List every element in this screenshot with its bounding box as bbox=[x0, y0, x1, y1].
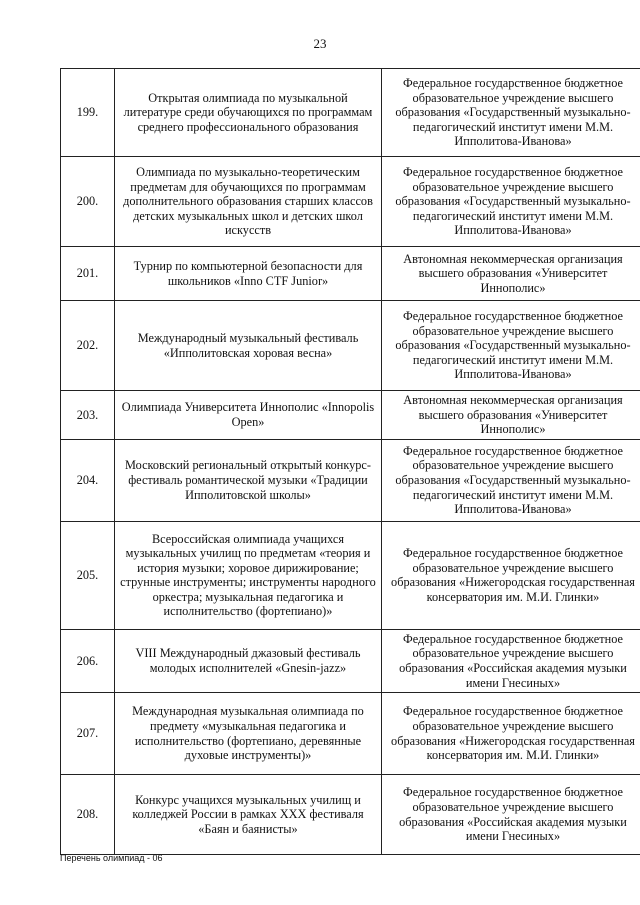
organizer: Автономная некоммерческая организация высшего образования «Университет Иннополис» bbox=[382, 391, 640, 440]
table-row bbox=[61, 521, 640, 629]
row-number: 204. bbox=[61, 439, 115, 521]
olympiad-name: Всероссийская олимпиада учащихся музыкальных училищ по предметам «теория и история музыки; хоровое дирижирование; струнные инструменты; инструменты народного оркестра; музыкальная педагогика и исполнительство (фортепиано)» bbox=[115, 521, 382, 629]
organizer: Федеральное государственное бюджетное образовательное учреждение высшего образования «Государственный музыкально-педагогический институт имени М.М. Ипполитова-Иванова» bbox=[382, 439, 640, 521]
olympiad-name: Международный музыкальный фестиваль «Ипполитовская хоровая весна» bbox=[115, 301, 382, 391]
olympiad-name: Московский региональный открытый конкурс-фестиваль романтической музыки «Традиции Ипполитовской школы» bbox=[115, 439, 382, 521]
organizer: Федеральное государственное бюджетное образовательное учреждение высшего образования «Российская академия музыки имени Гнесиных» bbox=[382, 775, 640, 855]
table-row bbox=[61, 69, 640, 157]
footer-note: Перечень олимпиад - 06 bbox=[60, 853, 163, 863]
olympiad-name: Олимпиада по музыкально-теоретическим предметам для обучающихся по программам дополнительного образования старших классов детских музыкальных школ и детских школ искусств bbox=[115, 157, 382, 247]
olympiad-table bbox=[60, 68, 640, 855]
row-number: 208. bbox=[61, 775, 115, 855]
row-number: 205. bbox=[61, 521, 115, 629]
table-row bbox=[61, 301, 640, 391]
organizer: Федеральное государственное бюджетное образовательное учреждение высшего образования «Государственный музыкально-педагогический институт имени М.М. Ипполитова-Иванова» bbox=[382, 69, 640, 157]
table-row bbox=[61, 629, 640, 692]
table-row bbox=[61, 693, 640, 775]
table-row bbox=[61, 775, 640, 855]
organizer: Федеральное государственное бюджетное образовательное учреждение высшего образования «Нижегородская государственная консерватория им. М.И. Глинки» bbox=[382, 693, 640, 775]
row-number: 200. bbox=[61, 157, 115, 247]
table-row bbox=[61, 247, 640, 301]
olympiad-name: Международная музыкальная олимпиада по предмету «музыкальная педагогика и исполнительство (фортепиано, деревянные духовые инструменты)» bbox=[115, 693, 382, 775]
table-row bbox=[61, 157, 640, 247]
row-number: 206. bbox=[61, 629, 115, 692]
row-number: 201. bbox=[61, 247, 115, 301]
table-row bbox=[61, 391, 640, 440]
organizer: Автономная некоммерческая организация высшего образования «Университет Иннополис» bbox=[382, 247, 640, 301]
table-row bbox=[61, 439, 640, 521]
olympiad-name: Олимпиада Университета Иннополис «Innopolis Open» bbox=[115, 391, 382, 440]
page-number: 23 bbox=[313, 36, 327, 51]
row-number: 207. bbox=[61, 693, 115, 775]
olympiad-name: Открытая олимпиада по музыкальной литературе среди обучающихся по программам среднего профессионального образования bbox=[115, 69, 382, 157]
row-number: 202. bbox=[61, 301, 115, 391]
organizer: Федеральное государственное бюджетное образовательное учреждение высшего образования «Государственный музыкально-педагогический институт имени М.М. Ипполитова-Иванова» bbox=[382, 301, 640, 391]
row-number: 199. bbox=[61, 69, 115, 157]
organizer: Федеральное государственное бюджетное образовательное учреждение высшего образования «Нижегородская государственная консерватория им. М.И. Глинки» bbox=[382, 521, 640, 629]
olympiad-name: Конкурс учащихся музыкальных училищ и колледжей России в рамках XXX фестиваля «Баян и баянисты» bbox=[115, 775, 382, 855]
row-number: 203. bbox=[61, 391, 115, 440]
organizer: Федеральное государственное бюджетное образовательное учреждение высшего образования «Российская академия музыки имени Гнесиных» bbox=[382, 629, 640, 692]
olympiad-name: Турнир по компьютерной безопасности для школьников «Inno CTF Junior» bbox=[115, 247, 382, 301]
organizer: Федеральное государственное бюджетное образовательное учреждение высшего образования «Государственный музыкально-педагогический институт имени М.М. Ипполитова-Иванова» bbox=[382, 157, 640, 247]
olympiad-name: VIII Международный джазовый фестиваль молодых исполнителей «Gnesin-jazz» bbox=[115, 629, 382, 692]
